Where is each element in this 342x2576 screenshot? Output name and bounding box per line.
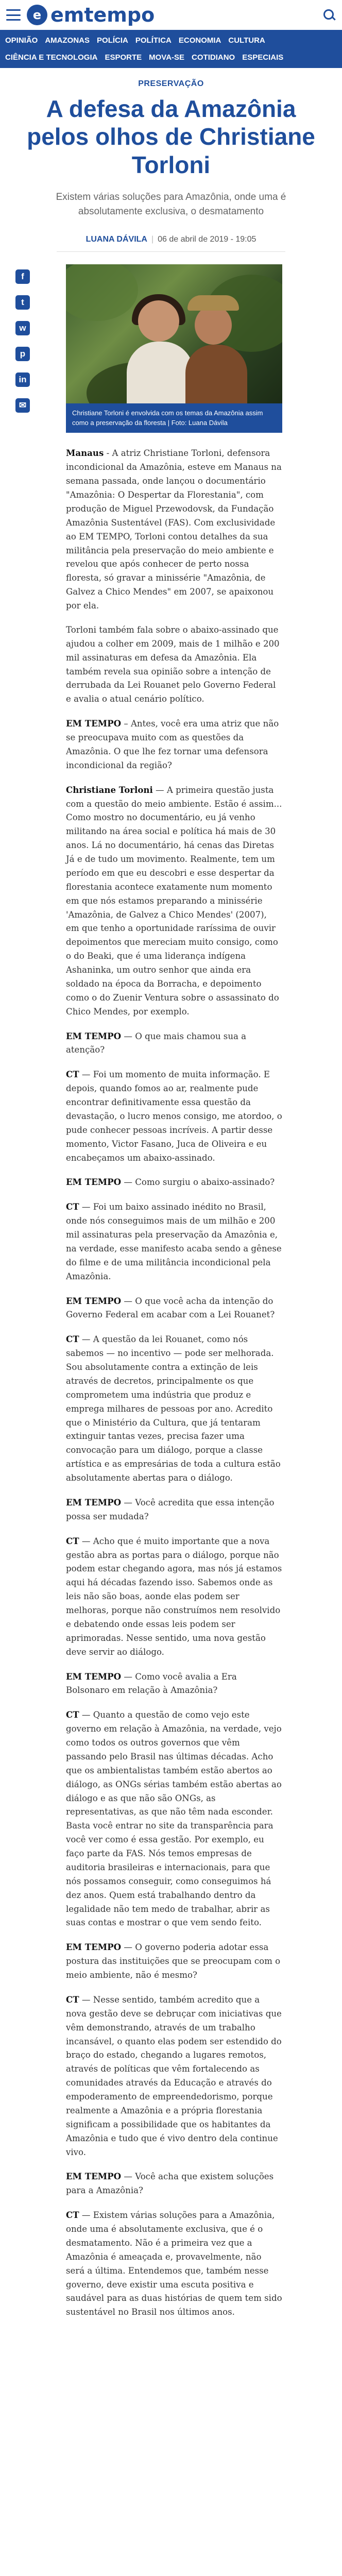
- nav-item-politica[interactable]: POLÍTICA: [135, 36, 172, 45]
- paragraph-lead: Christiane Torloni: [66, 784, 153, 795]
- nav-item-amazonas[interactable]: AMAZONAS: [45, 36, 90, 45]
- paragraph: [66, 1175, 282, 1190]
- paragraph: [66, 1496, 282, 1524]
- paragraph-lead: EM TEMPO: [66, 1497, 122, 1507]
- nav-item-mova-se[interactable]: MOVA-SE: [149, 53, 185, 62]
- photo-foliage: [66, 264, 138, 321]
- paragraph: [66, 446, 282, 613]
- hamburger-menu-icon[interactable]: [6, 9, 21, 21]
- paragraph: [66, 2170, 282, 2198]
- article-title: A defesa da Amazônia pelos olhos de Christiane Torloni: [27, 95, 315, 178]
- byline: [57, 235, 285, 252]
- paragraph-lead: CT: [66, 2210, 79, 2221]
- paragraph-lead: CT: [66, 1994, 79, 2005]
- nav-item-cotidiano[interactable]: COTIDIANO: [192, 53, 235, 62]
- paragraph-text: — Quanto a questão de como vejo este governo em relação à Amazônia, na verdade, vejo como todos os outros governos que vêm passando pelo Brasil nas últimas décadas. Acho que os ambientalistas também estão abertos ao diálogo, as ONGs sérias também estão abertas ao diálogo e as que não são ONGs, as representativas, as que não têm nada esconder. Basta você entrar no site da transparência para você ver como é essa gestão. Por exemplo, eu faço parte da FAS. Nós temos empresas de auditoria brasileiras e internacionais, para que nós possamos conseguir, como conseguimos há dez anos. Quem está trabalhando dentro da legalidade não tem medo de trabalhar, abrir as suas contas e mostrar o que vem sendo feito.: [66, 1710, 282, 1928]
- nav-item-policia[interactable]: POLÍCIA: [97, 36, 128, 45]
- paragraph: [66, 1670, 282, 1698]
- photo-person-face: [138, 300, 179, 342]
- top-header: [0, 0, 342, 30]
- photo-person-body: [185, 345, 247, 403]
- paragraph-text: — A primeira questão justa com a questão do meio ambiente. Estão é assim... Como mostro no documentário, eu já venho militando na área social e política há mais de 30 anos. Lá no documentário, há cenas das Diretas Já e de tudo um movimento. Realmente, tem um período em que eu descobri e esse despertar da florestania acontece exatamente num momento em que nós estamos preparando a minissérie 'Amazônia, de Galvez a Chico Mendes' (2007), em que tenho a oportunidade raríssima de ouvir depoimentos que mereciam muito consigo, como o do Beaki, que é uma liderança indígena Ashaninka, um outro senhor que ainda era soldado na época da Borracha, e depoimento como o do Zuenir Ventura sobre o assassinato do Chico Mendes, por exemplo.: [66, 785, 282, 1016]
- paragraph-lead: EM TEMPO: [66, 2171, 122, 2182]
- paragraph-lead: CT: [66, 1069, 79, 1080]
- photo-caption: Christiane Torloni é envolvida com os temas da Amazônia assim como a preservação da floresta | Foto: Luana Dávila: [66, 403, 282, 433]
- search-icon[interactable]: [322, 8, 336, 22]
- nav-item-economia[interactable]: ECONOMIA: [178, 36, 221, 45]
- nav-item-ciencia[interactable]: CIÊNCIA E TECNOLOGIA: [5, 53, 98, 62]
- paragraph: [66, 1940, 282, 1982]
- paragraph-text: — Foi um momento de muita informação. E depois, quando fomos ao ar, realmente pude encontrar definitivamente essa questão da devastação, o lucro menos consigo, me atordoo, o pude conhecer pessoas incríveis. A partir desse momento, Victor Fasano, Juca de Oliveira e eu encabeçamos um abaixo-assinado.: [66, 1070, 282, 1163]
- logo-text: emtempo: [50, 4, 155, 26]
- paragraph-text: — Você acha que existem soluções para a Amazônia?: [66, 2172, 274, 2196]
- paragraph-lead: EM TEMPO: [66, 718, 122, 729]
- nav-item-opiniao[interactable]: OPINIÃO: [5, 36, 38, 45]
- photo-person-hat: [187, 295, 239, 311]
- paragraph-lead: CT: [66, 1201, 79, 1212]
- paragraph-text: — Como você avalia a Era Bolsonaro em relação à Amazônia?: [66, 1671, 237, 1696]
- paragraph-text: — O que mais chamou sua a atenção?: [66, 1031, 247, 1055]
- paragraph: [66, 1708, 282, 1930]
- paragraph-text: — Você acredita que essa intenção possa ser mudada?: [66, 1497, 275, 1521]
- paragraph: [66, 623, 282, 706]
- content-area: [0, 264, 342, 2319]
- paragraph: [66, 717, 282, 773]
- paragraph-text: — Como surgiu o abaixo-assinado?: [121, 1177, 275, 1188]
- paragraph-lead: EM TEMPO: [66, 1295, 122, 1306]
- paragraph-text: — Nesse sentido, também acredito que a nova gestão deve se debruçar com iniciativas que vêm demonstrando, através de um trabalho incansável, o quanto elas podem ser estendido do braço do estado, chegando a lugares remotos, através de políticas que vêm fortalecendo as comunidades através da Educação e através do empoderamento de empreendedorismo, porque realmente a Amazônia e a própria florestania significam a possibilidade que os habitantes da Amazônia e tudo que é vivo dentro dela continue vivo.: [66, 1994, 282, 2157]
- paragraph-text: - A atriz Christiane Torloni, defensora incondicional da Amazônia, esteve em Manaus na semana passada, onde lançou o documentário "Amazônia: O Despertar da Florestania", com produção de Miguel Przewodovsk, da Fundação Amazônia Sustentável (FAS). Com exclusividade ao EM TEMPO, Torloni contou detalhes da sua militância pela preservação do meio ambiente e revelou que após conhecer de perto nossa floresta, só gravar a minissérie "Amazônia, de Galvez a Chico Mendes" em 2007, se apaixonou por ela.: [66, 448, 282, 611]
- site-logo[interactable]: [27, 4, 155, 26]
- whatsapp-share-icon[interactable]: w: [15, 321, 30, 335]
- photo-person-body: [127, 342, 194, 403]
- paragraph-lead: EM TEMPO: [66, 1942, 122, 1953]
- paragraph: [66, 1200, 282, 1283]
- paragraph: [66, 1332, 282, 1485]
- article-subtitle: Existem várias soluções para Amazônia, onde uma é absolutamente exclusiva, o desmatamento: [56, 191, 286, 217]
- paragraph-lead: CT: [66, 1535, 79, 1546]
- paragraph-text: — A questão da lei Rouanet, como nós sabemos — no incentivo — pode ser melhorada. Sou absolutamente contra a extinção de leis através de decretos, principalmente os que comprometem uma indústria que produz e emprega milhares de pessoas por ano. Acredito que o Ministério da Cultura, que já tentaram extinguir tantas vezes, precisa fazer uma convocação para um diálogo, porque a classe artística e as empresárias de toda a cultura estão absolutamente abertas para o diálogo.: [66, 1334, 281, 1483]
- section-label[interactable]: PRESERVAÇÃO: [138, 79, 204, 88]
- paragraph: [66, 2208, 282, 2319]
- paragraph: [66, 1029, 282, 1058]
- publish-date: 06 de abril de 2019 - 19:05: [158, 234, 256, 244]
- paragraph-text: — Foi um baixo assinado inédito no Brasil, onde nós conseguimos mais de um milhão e 200 mil assinaturas pela preservação da Amazônia e, na verdade, esse manifesto acaba sendo a gênese do filme e de uma militância incondicional pela Amazônia.: [66, 1202, 282, 1281]
- share-bar: [15, 269, 30, 413]
- paragraph: [66, 1993, 282, 2160]
- paragraph: [66, 783, 282, 1019]
- paragraph-lead: Manaus: [66, 448, 104, 459]
- photo-person-face: [195, 306, 232, 345]
- author-name[interactable]: LUANA DÁVILA: [86, 234, 147, 244]
- paragraph-text: Torloni também fala sobre o abaixo-assinado que ajudou a colher em 2009, mais de 1 milhão e 200 mil assinaturas em defesa da Amazônia. Ela também revela sua opinião sobre a intenção de derrubada da Lei Rouanet pelo Governo Federal e avalia o atual cenário político.: [66, 624, 280, 704]
- paragraph-text: – Antes, você era uma atriz que não se preocupava muito com as questões da Amazônia. O que lhe fez tornar uma defensora incondicional da região?: [66, 719, 279, 770]
- paragraph: [66, 1294, 282, 1323]
- paragraph-lead: EM TEMPO: [66, 1177, 122, 1188]
- paragraph-text: — O que você acha da intenção do Governo Federal em acabar com a Lei Rouanet?: [66, 1296, 275, 1320]
- paragraph-lead: CT: [66, 1709, 79, 1720]
- paragraph-lead: CT: [66, 1334, 79, 1345]
- byline-separator: |: [151, 234, 154, 244]
- paragraph: [66, 1067, 282, 1165]
- article-photo: [66, 264, 282, 403]
- paragraph: [66, 1534, 282, 1659]
- pinterest-share-icon[interactable]: p: [15, 347, 30, 361]
- paragraph-text: — Acho que é muito importante que a nova gestão abra as portas para o diálogo, porque não podem estar chegando agora, mas nós já estamos aqui há décadas fazendo isso. Sabemos onde as leis não são boas, aonde elas podem ser melhoras, porque não construímos nem resolvido e debatendo onde essas leis podem ser aprimoradas. Nesse sentido, uma nova gestão deve servir ao diálogo.: [66, 1536, 282, 1657]
- twitter-share-icon[interactable]: t: [15, 295, 30, 310]
- linkedin-share-icon[interactable]: in: [15, 372, 30, 387]
- facebook-share-icon[interactable]: f: [15, 269, 30, 284]
- logo-mark: e: [27, 5, 47, 25]
- paragraph-text: — O governo poderia adotar essa postura das instituições que se preocupam com o meio ambiente, não é mesmo?: [66, 1942, 281, 1980]
- article-text: [66, 446, 282, 2319]
- main-nav: [0, 30, 342, 68]
- paragraph-text: — Existem várias soluções para a Amazônia, onde uma é absolutamente exclusiva, que é o desmatamento. Não é a primeira vez que a Amazônia é ameaçada e, provavelmente, não será a última. Entendemos que, também nesse governo, deve existir uma escuta positiva e saudável para as duas histórias de quem tem sido sustentável no Brasil nos últimos anos.: [66, 2210, 282, 2317]
- nav-item-esporte[interactable]: ESPORTE: [105, 53, 142, 62]
- paragraph-lead: EM TEMPO: [66, 1671, 122, 1682]
- nav-item-especiais[interactable]: ESPECIAIS: [242, 53, 284, 62]
- article-body: [66, 264, 282, 2319]
- nav-item-cultura[interactable]: CULTURA: [228, 36, 265, 45]
- paragraph-lead: EM TEMPO: [66, 1030, 122, 1041]
- email-share-icon[interactable]: ✉: [15, 398, 30, 413]
